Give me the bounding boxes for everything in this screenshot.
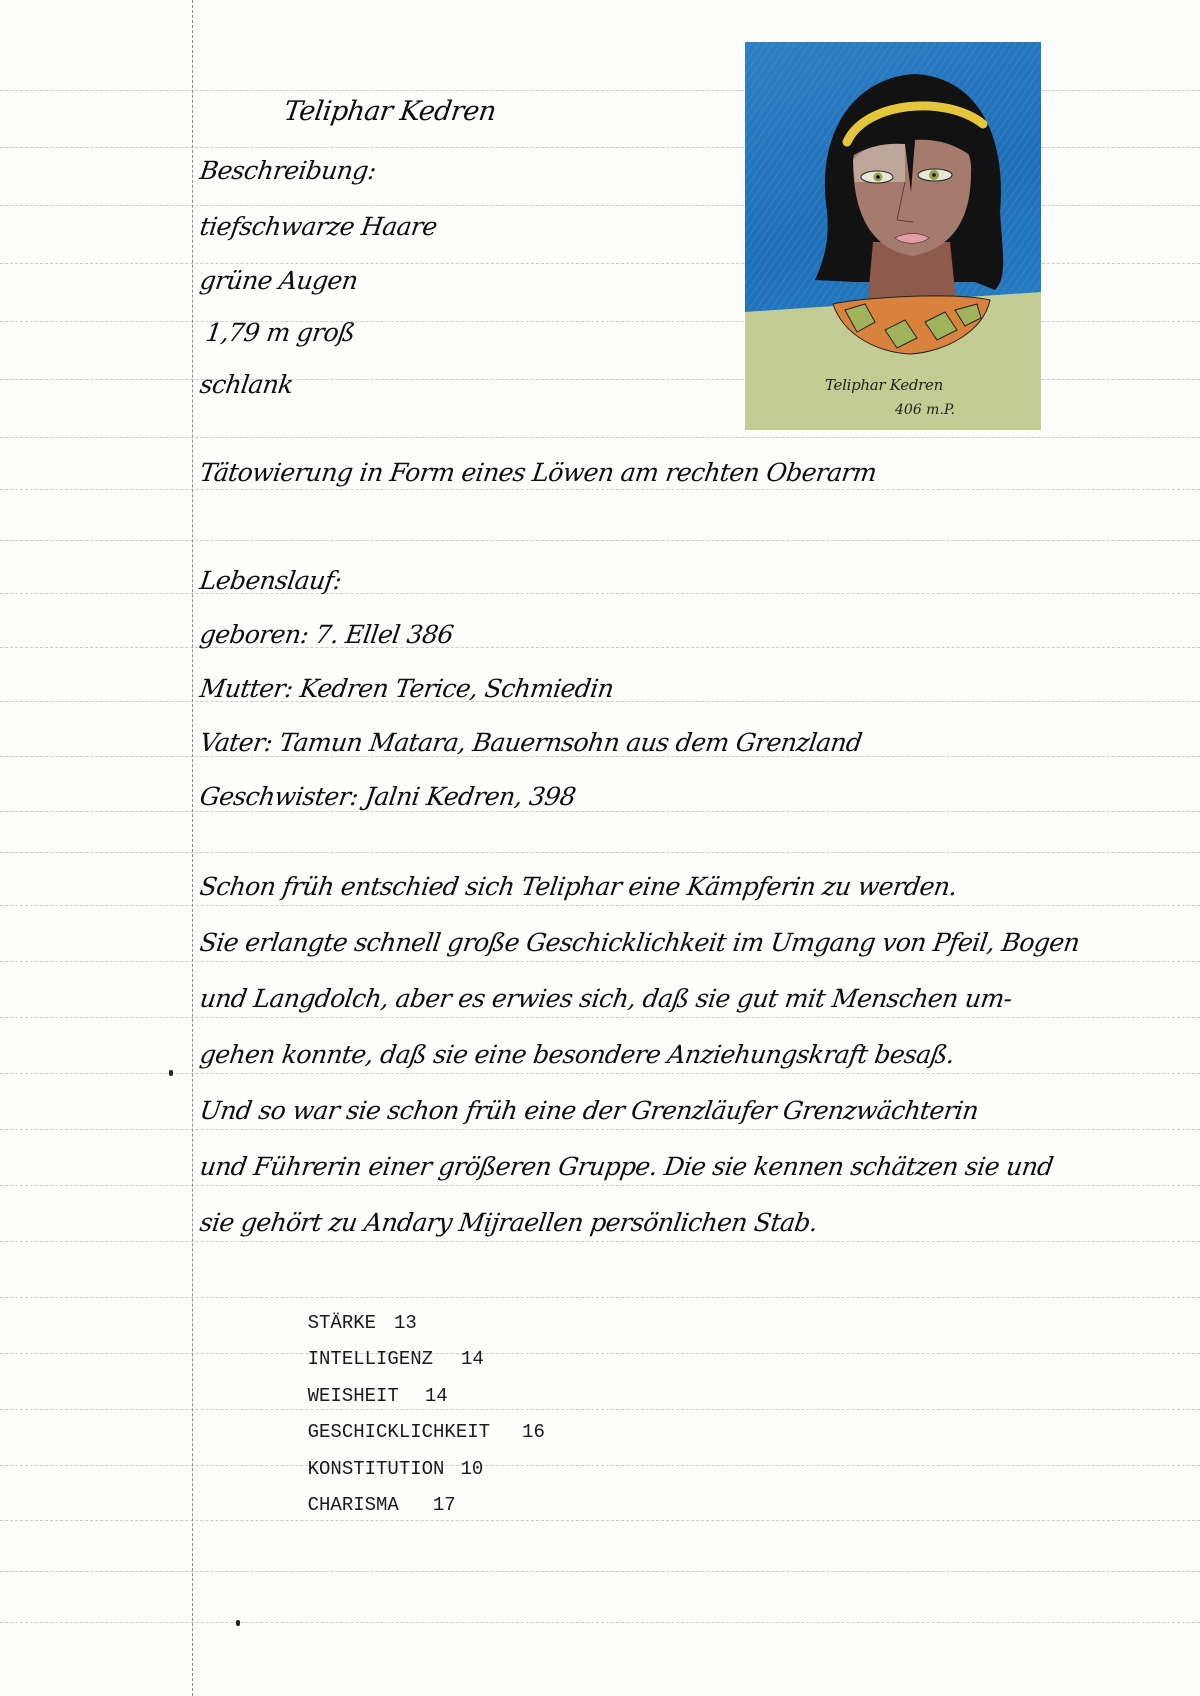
stat-value: 17 <box>432 1494 456 1516</box>
ruled-line <box>0 489 1200 490</box>
ruled-line <box>0 1241 1200 1242</box>
ruled-line <box>0 647 1200 648</box>
stat-row-staerke <box>262 1268 545 1334</box>
attribute-stats <box>262 1268 545 1516</box>
character-name: Teliphar Kedren <box>282 96 498 127</box>
biography-mother: Mutter: Kedren Terice, Schmiedin <box>198 674 616 703</box>
portrait-caption-year: 406 m.P. <box>895 402 955 418</box>
biography-heading: Lebenslauf: <box>198 566 344 595</box>
character-portrait <box>745 42 1041 430</box>
scan-speck <box>169 1070 173 1076</box>
portrait-drawing-icon <box>745 42 1041 430</box>
ruled-line <box>0 1353 1200 1354</box>
scan-speck <box>236 1620 240 1626</box>
biography-father: Vater: Tamun Matara, Bauernsohn aus dem Grenzland <box>198 728 864 757</box>
stat-value: 16 <box>522 1421 545 1443</box>
story-line: sie gehört zu Andary Mijraellen persönlichen Stab. <box>198 1208 820 1237</box>
ruled-line <box>0 961 1200 962</box>
portrait-caption-name: Teliphar Kedren <box>825 376 943 394</box>
description-hair: tiefschwarze Haare <box>198 212 439 241</box>
ruled-line <box>0 811 1200 812</box>
ruled-line <box>0 1622 1200 1623</box>
ruled-line <box>0 905 1200 906</box>
stat-value: 14 <box>424 1384 448 1407</box>
story-line: Schon früh entschied sich Teliphar eine Kämpferin zu werden. <box>198 872 959 901</box>
story-line: Und so war sie schon früh eine der Grenzläufer Grenzwächterin <box>198 1096 981 1125</box>
story-line: Sie erlangte schnell große Geschicklichkeit im Umgang von Pfeil, Bogen <box>198 928 1082 957</box>
story-line: und Langdolch, aber es erwies sich, daß sie gut mit Menschen um- <box>198 984 1014 1013</box>
ruled-line <box>0 1017 1200 1018</box>
stat-name: INTELLIGENZ <box>307 1348 434 1370</box>
story-line: gehen konnte, daß sie eine besondere Anziehungskraft besaß. <box>198 1040 957 1069</box>
tattoo-description: Tätowierung in Form eines Löwen am rechten Oberarm <box>198 458 879 487</box>
ruled-line <box>0 1409 1200 1410</box>
story-line: und Führerin einer größeren Gruppe. Die sie kennen schätzen sie und <box>198 1152 1055 1181</box>
description-build: schlank <box>198 370 295 399</box>
stat-name: WEISHEIT <box>307 1384 399 1407</box>
stat-value: 14 <box>461 1348 484 1370</box>
stat-value: 13 <box>394 1311 417 1334</box>
stat-name: STÄRKE <box>307 1311 377 1334</box>
ruled-line <box>0 1129 1200 1130</box>
ruled-line <box>0 1185 1200 1186</box>
ruled-line <box>0 437 1200 438</box>
ruled-line <box>0 852 1200 853</box>
biography-birth: geboren: 7. Ellel 386 <box>198 620 456 649</box>
description-height: 1,79 m groß <box>204 318 357 347</box>
description-eyes: grüne Augen <box>198 266 360 295</box>
margin-line <box>192 0 193 1696</box>
stat-name: CHARISMA <box>307 1494 399 1516</box>
ruled-line <box>0 1073 1200 1074</box>
ruled-line <box>0 1465 1200 1466</box>
stat-name: GESCHICKLICHKEIT <box>307 1421 491 1443</box>
ruled-line <box>0 1571 1200 1572</box>
ruled-line <box>0 1520 1200 1521</box>
stat-value: 10 <box>460 1457 484 1480</box>
stat-name: KONSTITUTION <box>307 1457 445 1480</box>
ruled-line <box>0 593 1200 594</box>
ruled-line <box>0 1297 1200 1298</box>
ruled-line <box>0 540 1200 541</box>
biography-siblings: Geschwister: Jalni Kedren, 398 <box>198 782 578 811</box>
description-heading: Beschreibung: <box>198 156 378 185</box>
